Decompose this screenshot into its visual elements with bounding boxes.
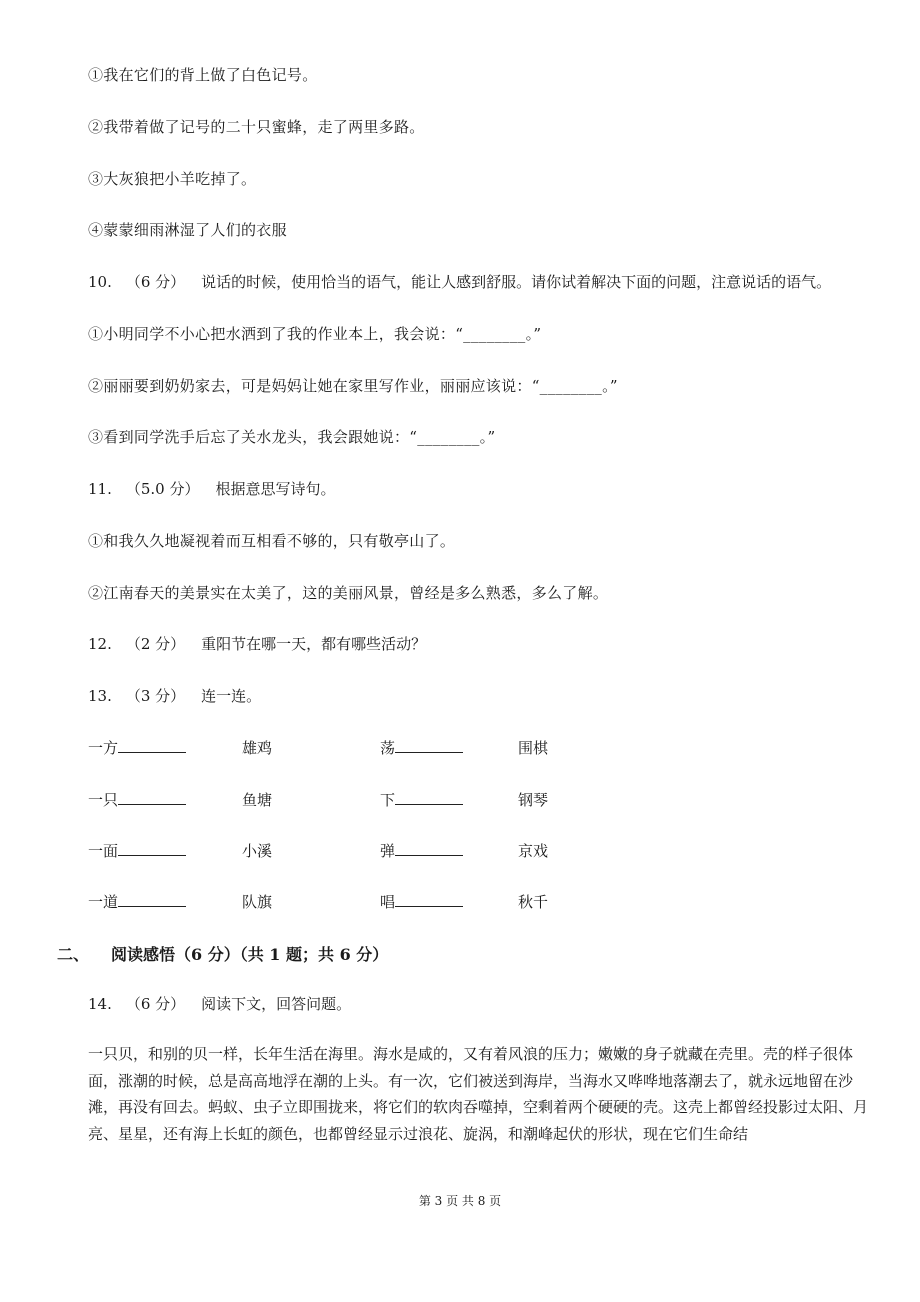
section-heading bbox=[57, 942, 388, 965]
question-text: 根据意思写诗句。 bbox=[215, 480, 336, 498]
match-cell: 唱 bbox=[380, 891, 463, 912]
question-score: （3 分） bbox=[125, 687, 186, 705]
match-cell: 秋千 bbox=[518, 893, 549, 911]
question-number: 13. bbox=[88, 687, 112, 705]
question-text: 阅读下文，回答问题。 bbox=[201, 995, 352, 1013]
match-cell: 小溪 bbox=[242, 842, 273, 860]
question-score: （6 分） bbox=[125, 273, 186, 291]
question-number: 11. bbox=[88, 480, 112, 498]
question-number: 10. bbox=[88, 273, 112, 291]
match-cell: 鱼塘 bbox=[242, 791, 273, 809]
match-cell: 雄鸡 bbox=[242, 739, 273, 757]
match-cell: 下 bbox=[380, 789, 463, 810]
q10-item-2: ②丽丽要到奶奶家去，可是妈妈让她在家里写作业，丽丽应该说：“________。” bbox=[88, 377, 618, 395]
question-11 bbox=[88, 478, 336, 499]
q11-item-2: ②江南春天的美景实在太美了，这的美丽风景，曾经是多么熟悉，多么了解。 bbox=[88, 584, 609, 602]
question-text: 重阳节在哪一天，都有哪些活动？ bbox=[201, 635, 427, 653]
section-title: 阅读感悟（6 分）（共 1 题；共 6 分） bbox=[111, 945, 389, 964]
match-cell: 一道 bbox=[88, 891, 186, 912]
match-cell: 荡 bbox=[380, 737, 463, 758]
reading-passage: 一只贝，和别的贝一样，长年生活在海里。海水是咸的，又有着风浪的压力；嫩嫩的身子就藏在壳里。壳的样子很体面，涨潮的时候，总是高高地浮在潮的上头。有一次，它们被送到海岸，当海水又哗哗地落潮去了，就永远地留在沙滩，再没有回去。蚂蚁、虫子立即围拢来，将它们的软肉吞噬掉，空剩着两个硬硬的壳。这壳上都曾经投影过太阳、月亮、星星，还有海上长虹的颜色，也都曾经显示过浪花、旋涡，和潮峰起伏的形状，现在它们生命结 bbox=[88, 1045, 869, 1143]
question-score: （2 分） bbox=[125, 635, 186, 653]
match-cell: 京戏 bbox=[518, 842, 549, 860]
sentence-item-3: ③大灰狼把小羊吃掉了。 bbox=[88, 170, 257, 188]
sentence-item-1: ①我在它们的背上做了白色记号。 bbox=[88, 66, 318, 84]
question-14 bbox=[88, 993, 351, 1014]
match-cell: 一面 bbox=[88, 840, 186, 861]
section-number: 二、 bbox=[57, 945, 90, 964]
q10-item-1: ①小明同学不小心把水洒到了我的作业本上，我会说：“________。” bbox=[88, 325, 542, 343]
sentence-item-4: ④蒙蒙细雨淋湿了人们的衣服 bbox=[88, 221, 287, 239]
page-footer: 第 3 页 共 8 页 bbox=[418, 1194, 502, 1208]
question-number: 12. bbox=[88, 635, 112, 653]
match-cell: 队旗 bbox=[242, 893, 273, 911]
question-text: 连一连。 bbox=[201, 687, 262, 705]
question-text: 说话的时候，使用恰当的语气，能让人感到舒服。请你试着解决下面的问题，注意说话的语气。 bbox=[201, 273, 832, 291]
question-score: （6 分） bbox=[125, 995, 186, 1013]
question-13 bbox=[88, 685, 261, 706]
question-score: （5.0 分） bbox=[125, 480, 200, 498]
match-cell: 一只 bbox=[88, 789, 186, 810]
question-number: 14. bbox=[88, 995, 112, 1013]
sentence-item-2: ②我带着做了记号的二十只蜜蜂，走了两里多路。 bbox=[88, 118, 425, 136]
match-cell: 围棋 bbox=[518, 739, 549, 757]
question-10 bbox=[88, 271, 831, 292]
question-12 bbox=[88, 633, 426, 654]
q10-item-3: ③看到同学洗手后忘了关水龙头，我会跟她说：“________。” bbox=[88, 428, 496, 446]
match-cell: 钢琴 bbox=[518, 791, 549, 809]
match-cell: 弹 bbox=[380, 840, 463, 861]
match-cell: 一方 bbox=[88, 737, 186, 758]
q11-item-1: ①和我久久地凝视着而互相看不够的，只有敬亭山了。 bbox=[88, 532, 456, 550]
